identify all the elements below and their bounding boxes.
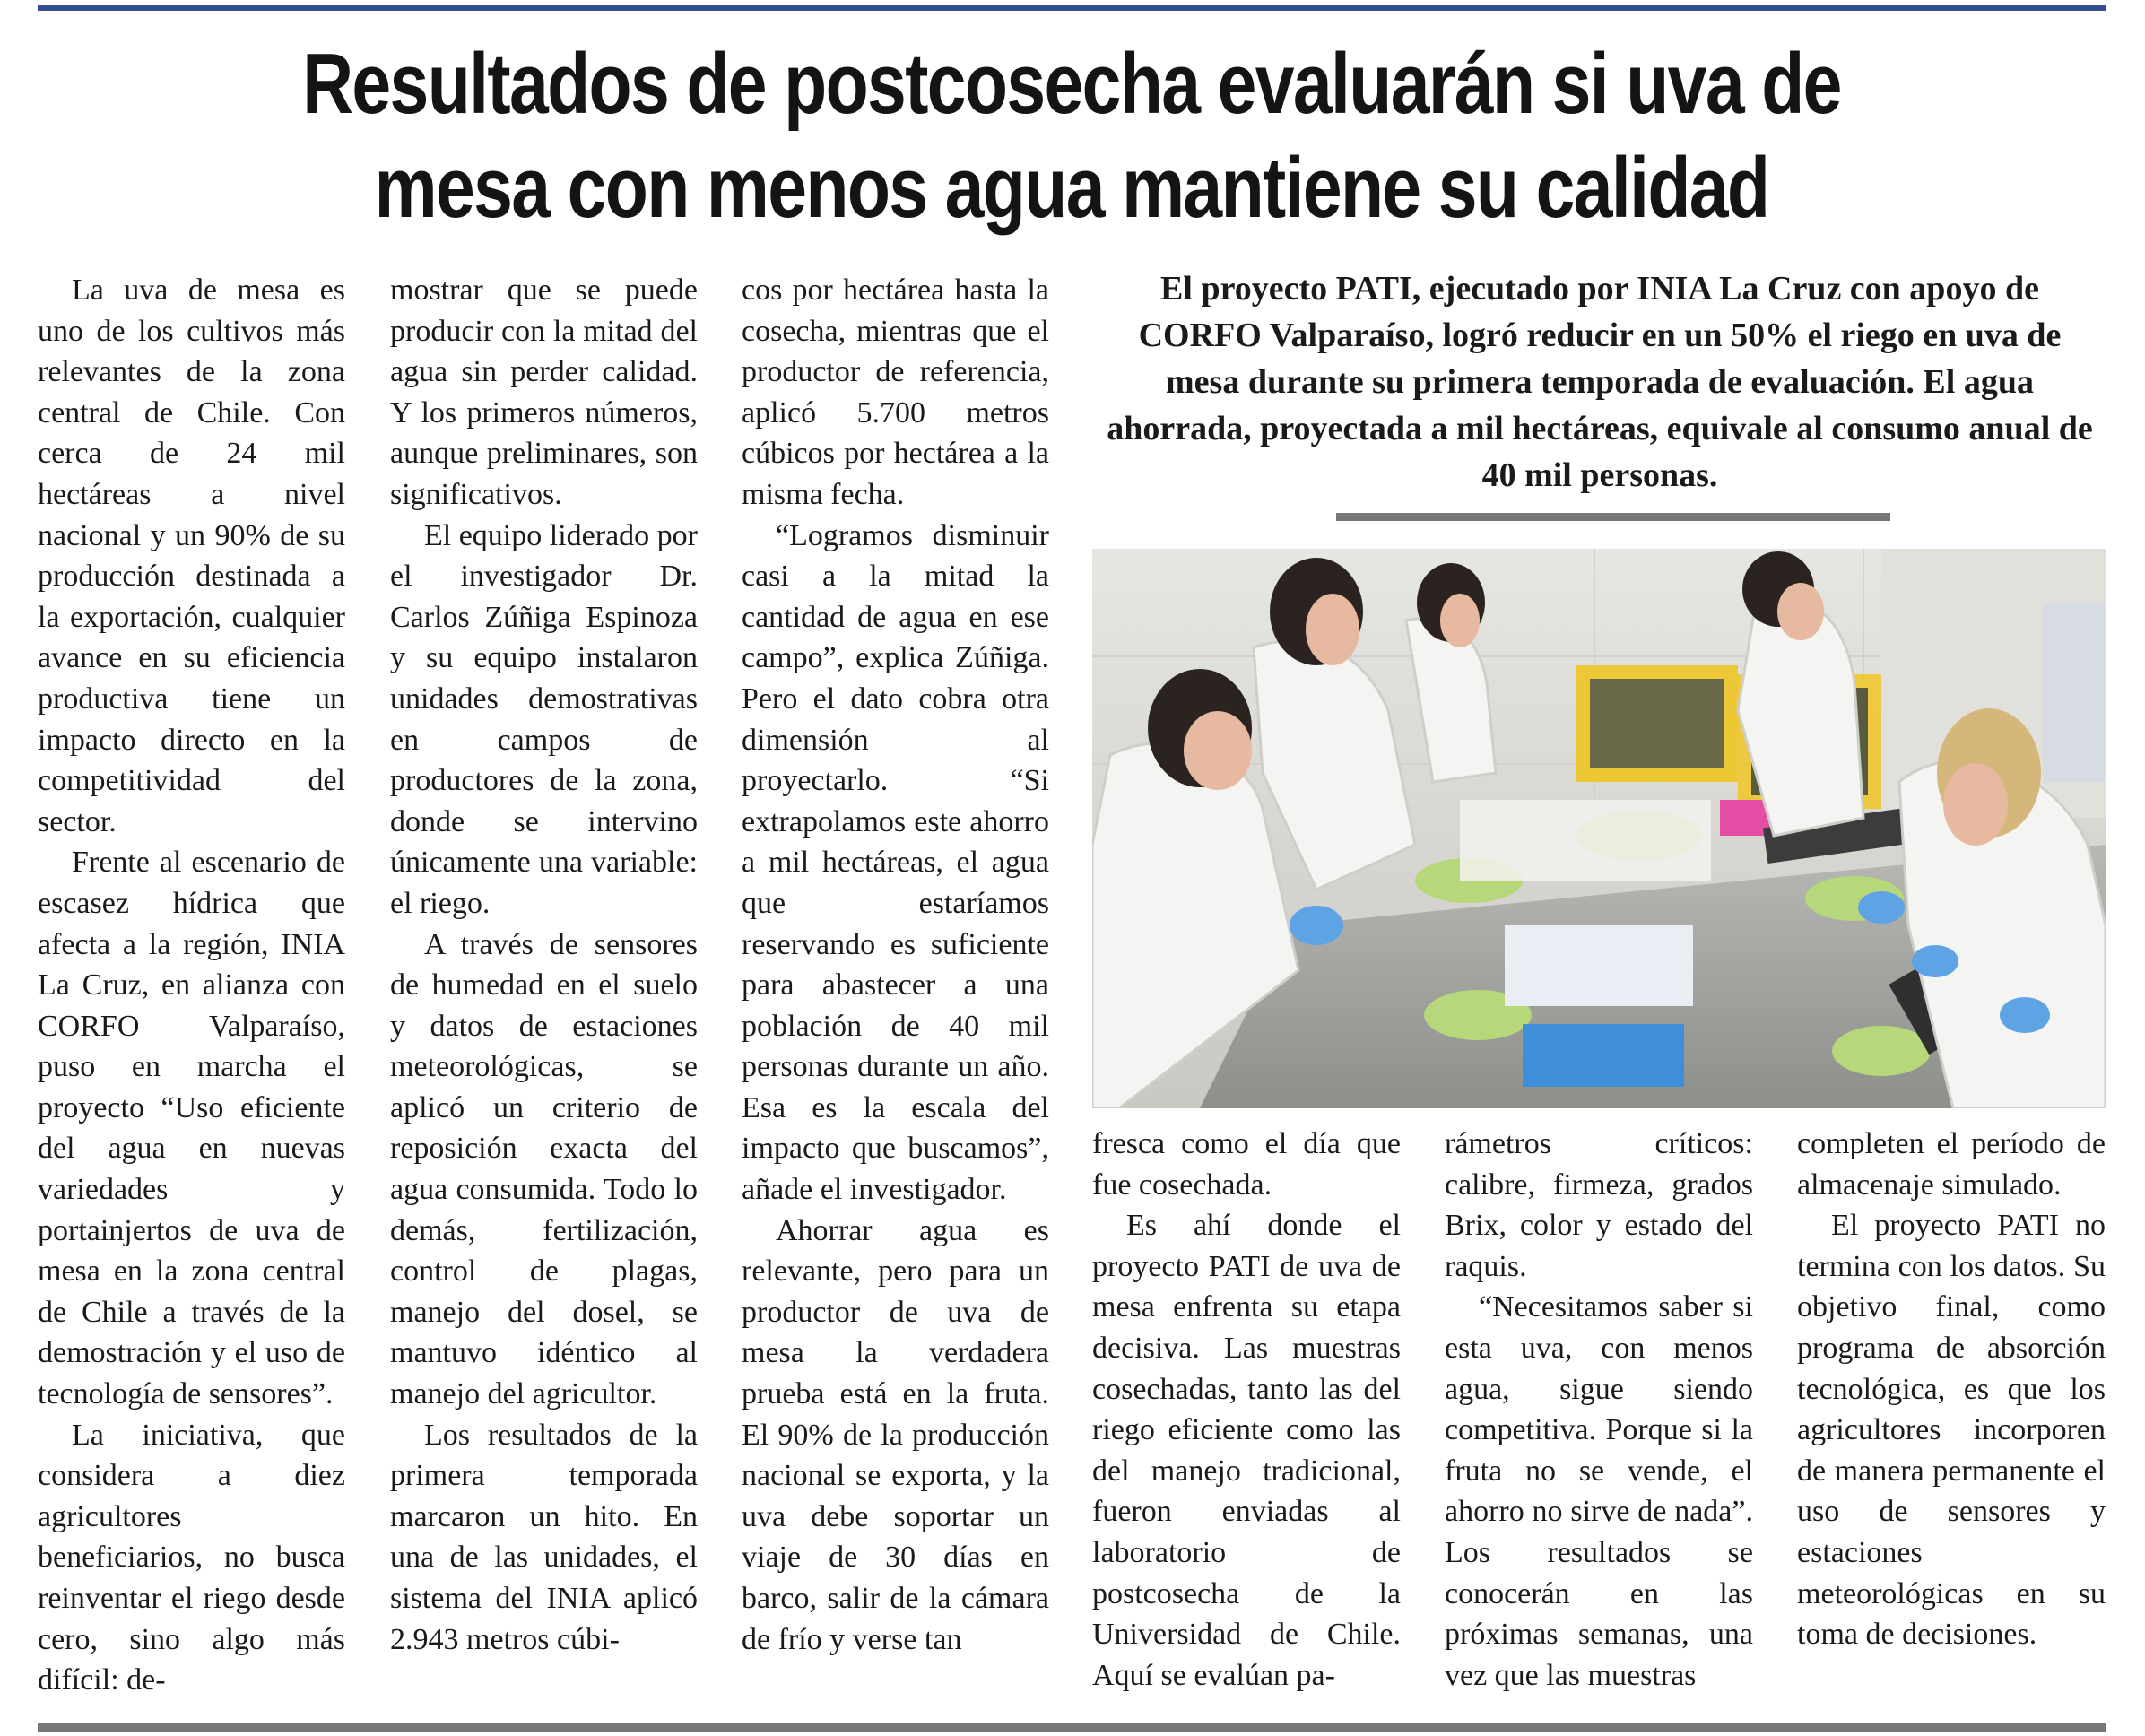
deck-summary: El proyecto PATI, ejecutado por INIA La Cruz con apoyo de CORFO Valparaíso, logró reducir en un 50% el riego en uva de mesa durante su primera temporada de evaluación. El agua ahorrada, proyectada a mil hectáreas, equivale al consumo anual de 40 mil personas. (1107, 270, 2093, 494)
top-rule (38, 5, 2106, 11)
article-column-6 (1797, 1124, 2106, 1655)
paragraph: El proyecto PATI no termina con los datos. Su objetivo final, como programa de absorción tecnológica, es que los agricultores incorporen de manera permanente el uso de sensores y estaciones meteorológicas en su toma de decisiones. (1797, 1209, 2106, 1652)
paragraph: La uva de mesa es uno de los cultivos más relevantes de la zona central de Chile. Con cerca de 24 mil hectáreas a nivel nacional y un 90% de su producción destinada a la exportación, cualquier avance en su eficiencia productiva tiene un impacto directo en la competitividad del sector. (38, 273, 345, 838)
paragraph: Ahorrar agua es relevante, pero para un productor de uva de mesa la verdadera prueba está en la fruta. El 90% de la producción nacional se exporta, y la uva debe soportar un viaje de 30 días en barco, salir de la cámara de frío y verse tan (742, 1213, 1049, 1656)
paragraph: Los resultados de la primera temporada marcaron un hito. En una de las unidades, el sistema del INIA aplicó 2.943 metros cúbi- (390, 1418, 698, 1656)
paragraph: A través de sensores de humedad en el suelo y datos de estaciones meteorológicas, se aplicó un criterio de reposición exacta del agua consumida. Todo lo demás, fertilización, control de plagas, manejo del dosel, se mantuvo idéntico al manejo del agricultor. (390, 927, 698, 1411)
paragraph: Frente al escenario de escasez hídrica que afecta a la región, INIA La Cruz, en alianza con CORFO Valparaíso, puso en marcha el proyecto “Uso eficiente del agua en nuevas variedades y portainjertos de uva de mesa en la zona central de Chile a través de la demostración y el uso de tecnología de sensores”. (38, 846, 345, 1411)
paragraph: cos por hectárea hasta la cosecha, mientras que el productor de referencia, aplicó 5.700 metros cúbicos por hectárea a la misma fecha. (742, 273, 1049, 511)
deck-rule (1336, 513, 1890, 521)
article-column-3 (742, 270, 1049, 1660)
paragraph: mostrar que se puede producir con la mitad del agua sin perder calidad. Y los primeros números, aunque preliminares, son significativos. (390, 273, 698, 511)
bottom-rule (38, 1723, 2106, 1732)
paragraph: “Necesitamos saber si esta uva, con menos agua, sigue siendo competitiva. Porque si la fruta no se vende, el ahorro no sirve de nada”. Los resultados se conocerán en las próximas semanas, una vez que las muestras (1445, 1290, 1753, 1692)
paragraph: rámetros críticos: calibre, firmeza, grados Brix, color y estado del raquis. (1445, 1127, 1753, 1283)
paragraph: completen el período de almacenaje simulado. (1797, 1127, 2106, 1202)
paragraph: La iniciativa, que considera a diez agricultores beneficiarios, no busca reinventar el riego desde cero, sino algo más difícil: de- (38, 1418, 345, 1697)
paragraph: “Logramos disminuir casi a la mitad la cantidad de agua en ese campo”, explica Zúñiga. Pero el dato cobra otra dimensión al proyectarlo. “Si extrapolamos este ahorro a mil hectáreas, el agua que estaríamos reservando es suficiente para abastecer a una población de 40 mil personas durante un año. Esa es la escala del impacto que buscamos”, añade el investigador. (742, 518, 1049, 1207)
article-column-5 (1445, 1124, 1753, 1696)
headline (224, 32, 1920, 240)
paragraph: Es ahí donde el proyecto PATI de uva de mesa enfrenta su etapa decisiva. Las muestras cosechadas, tanto las del riego eficiente como las del manejo tradicional, fueron enviadas al laboratorio de postcosecha de la Universidad de Chile. Aquí se evalúan pa- (1092, 1209, 1401, 1692)
paragraph: El equipo liderado por el investigador Dr. Carlos Zúñiga Espinoza y su equipo instalaron unidades demostrativas en campos de productores de la zona, donde se intervino únicamente una variable: el riego. (390, 518, 698, 920)
headline-line-2: mesa con menos agua mantiene su calidad (374, 140, 1769, 236)
laboratory-photo (1092, 549, 2106, 1108)
article-column-1 (38, 270, 345, 1701)
paragraph: fresca como el día que fue cosechada. (1092, 1127, 1401, 1202)
article-column-2 (390, 270, 698, 1660)
headline-line-1: Resultados de postcosecha evaluarán si uva de (302, 36, 1841, 132)
article-column-4 (1092, 1124, 1401, 1696)
